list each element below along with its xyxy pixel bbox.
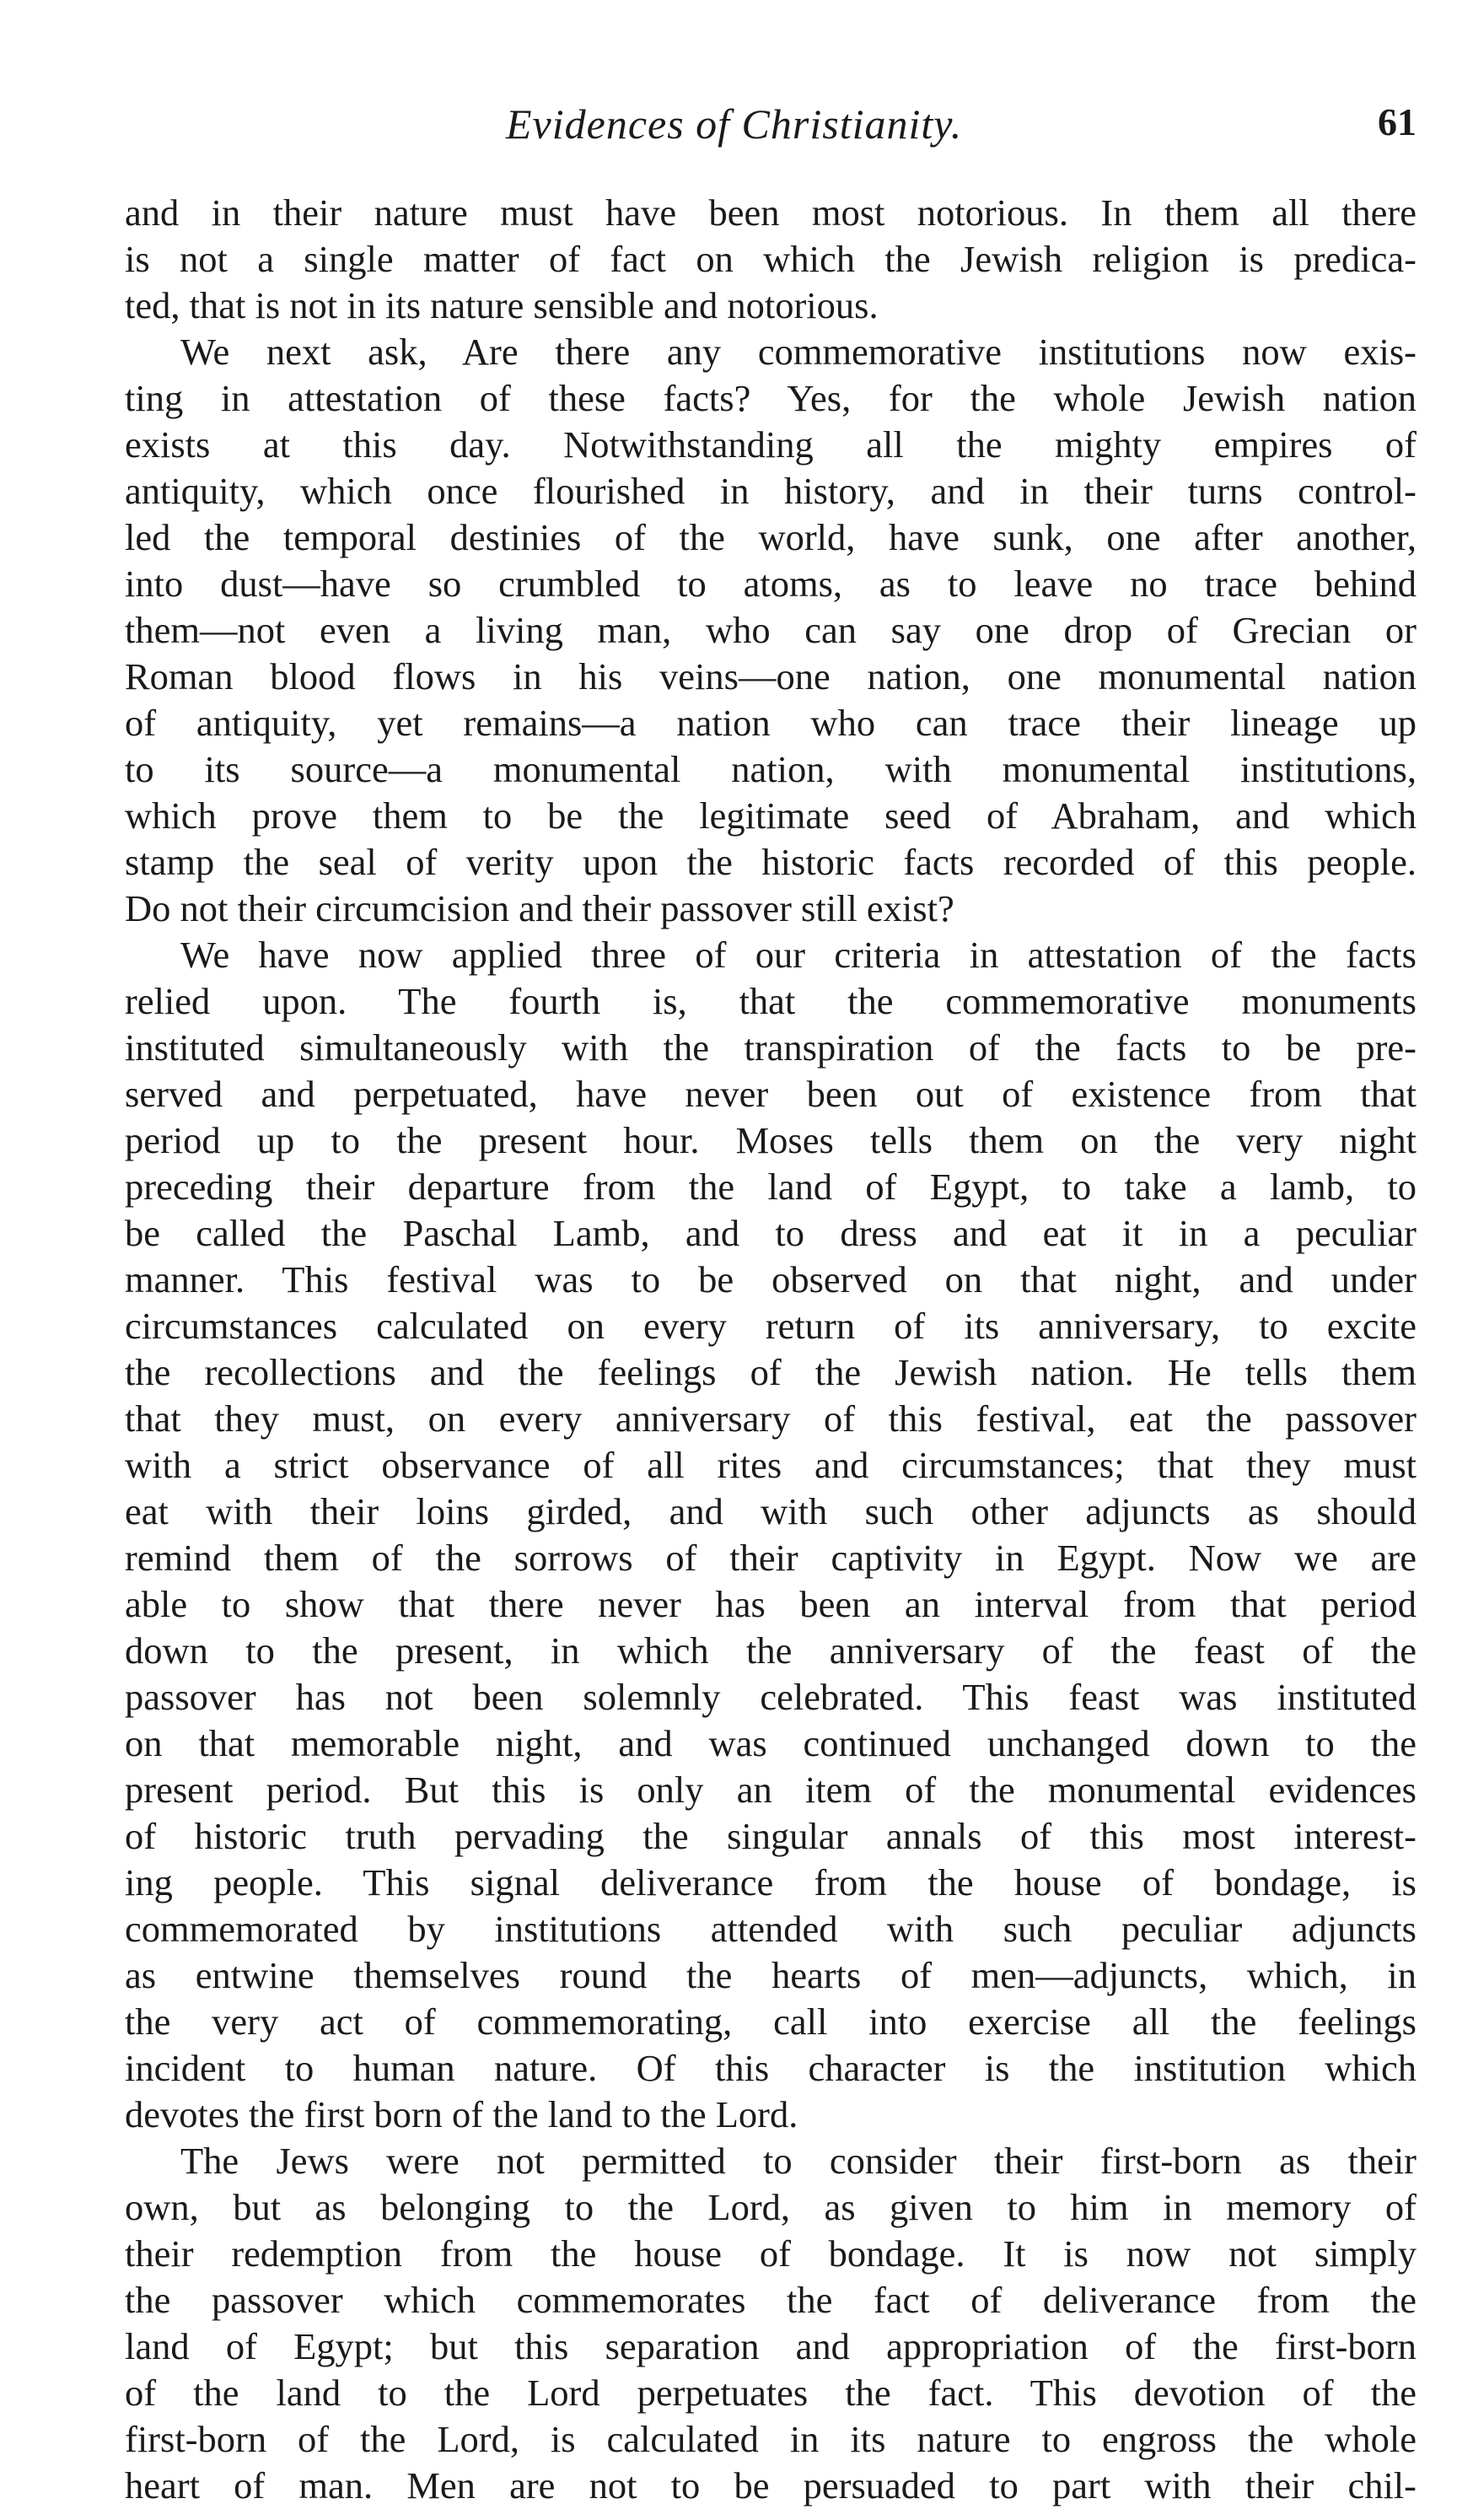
text-line: down to the present, in which the anniversary of the feast of the: [125, 1629, 1417, 1672]
text-line: circumstances calculated on every return of its anniversary, to excite: [125, 1305, 1417, 1347]
text-line: the passover which commemorates the fact of deliverance from the: [125, 2279, 1417, 2321]
text-line: of historic truth pervading the singular annals of this most interest-: [125, 1815, 1417, 1857]
text-line: manner. This festival was to be observed on that night, and under: [125, 1258, 1417, 1300]
text-line: Do not their circumcision and their passover still exist?: [125, 887, 954, 929]
running-title: Evidences of Christianity.: [506, 100, 963, 148]
text-line: passover has not been solemnly celebrated. This feast was instituted: [125, 1676, 1417, 1718]
text-line: stamp the seal of verity upon the historic facts recorded of this people.: [125, 841, 1417, 883]
text-line: incident to human nature. Of this character is the institution which: [125, 2047, 1417, 2089]
text-line: the very act of commemorating, call into exercise all the feelings: [125, 2000, 1417, 2043]
text-line: remind them of the sorrows of their captivity in Egypt. Now we are: [125, 1537, 1417, 1579]
text-line: The Jews were not permitted to consider their first-born as their: [180, 2140, 1417, 2182]
page-header: [506, 100, 1417, 159]
text-line: ted, that is not in its nature sensible and notorious.: [125, 284, 879, 326]
text-line: instituted simultaneously with the transpiration of the facts to be pre-: [125, 1026, 1417, 1069]
text-line: Roman blood flows in his veins—one nation, one monumental nation: [125, 655, 1417, 697]
body-text: [125, 190, 1417, 2509]
text-line: period up to the present hour. Moses tells them on the very night: [125, 1119, 1417, 1161]
text-line: heart of man. Men are not to be persuaded to part with their chil-: [125, 2464, 1417, 2507]
text-line: that they must, on every anniversary of this festival, eat the passover: [125, 1397, 1417, 1440]
text-line: ting in attestation of these facts? Yes, for the whole Jewish nation: [125, 377, 1417, 419]
text-line: ing people. This signal deliverance from the house of bondage, is: [125, 1861, 1417, 1903]
text-line: on that memorable night, and was continued unchanged down to the: [125, 1722, 1417, 1764]
text-line: into dust—have so crumbled to atoms, as to leave no trace behind: [125, 563, 1417, 605]
text-line: exists at this day. Notwithstanding all the mighty empires of: [125, 423, 1417, 466]
text-line: as entwine themselves round the hearts of men—adjuncts, which, in: [125, 1954, 1417, 1996]
text-line: present period. But this is only an item of the monumental evidences: [125, 1769, 1417, 1811]
text-line: them—not even a living man, who can say one drop of Grecian or: [125, 609, 1417, 651]
text-line: commemorated by institutions attended with such peculiar adjuncts: [125, 1908, 1417, 1950]
text-line: of the land to the Lord perpetuates the fact. This devotion of the: [125, 2372, 1417, 2414]
text-line: devotes the first born of the land to the Lord.: [125, 2093, 798, 2135]
text-line: preceding their departure from the land of Egypt, to take a lamb, to: [125, 1166, 1417, 1208]
text-line: to its source—a monumental nation, with monumental institutions,: [125, 748, 1417, 790]
text-line: first-born of the Lord, is calculated in its nature to engross the whole: [125, 2418, 1417, 2460]
page-number: 61: [1378, 100, 1417, 143]
text-line: their redemption from the house of bondage. It is now not simply: [125, 2232, 1417, 2275]
text-line: which prove them to be the legitimate seed of Abraham, and which: [125, 794, 1417, 837]
text-line: and in their nature must have been most notorious. In them all there: [125, 191, 1417, 234]
text-line: led the temporal destinies of the world, have sunk, one after another,: [125, 516, 1417, 558]
text-line: We next ask, Are there any commemorative institutions now exis-: [180, 331, 1417, 373]
text-line: eat with their loins girded, and with such other adjuncts as should: [125, 1490, 1417, 1532]
text-line: be called the Paschal Lamb, and to dress and eat it in a peculiar: [125, 1212, 1417, 1254]
text-line: the recollections and the feelings of the Jewish nation. He tells them: [125, 1351, 1417, 1393]
text-line: We have now applied three of our criteria in attestation of the facts: [180, 934, 1417, 976]
text-line: served and perpetuated, have never been out of existence from that: [125, 1073, 1417, 1115]
text-line: is not a single matter of fact on which the Jewish religion is predica-: [125, 238, 1417, 280]
text-line: antiquity, which once flourished in history, and in their turns control-: [125, 470, 1417, 512]
text-line: land of Egypt; but this separation and appropriation of the first-born: [125, 2325, 1417, 2367]
text-line: of antiquity, yet remains—a nation who can trace their lineage up: [125, 702, 1417, 744]
text-line: relied upon. The fourth is, that the commemorative monuments: [125, 980, 1417, 1022]
text-line: with a strict observance of all rites and circumstances; that they must: [125, 1444, 1417, 1486]
text-line: own, but as belonging to the Lord, as given to him in memory of: [125, 2186, 1417, 2228]
text-line: able to show that there never has been an interval from that period: [125, 1583, 1417, 1625]
